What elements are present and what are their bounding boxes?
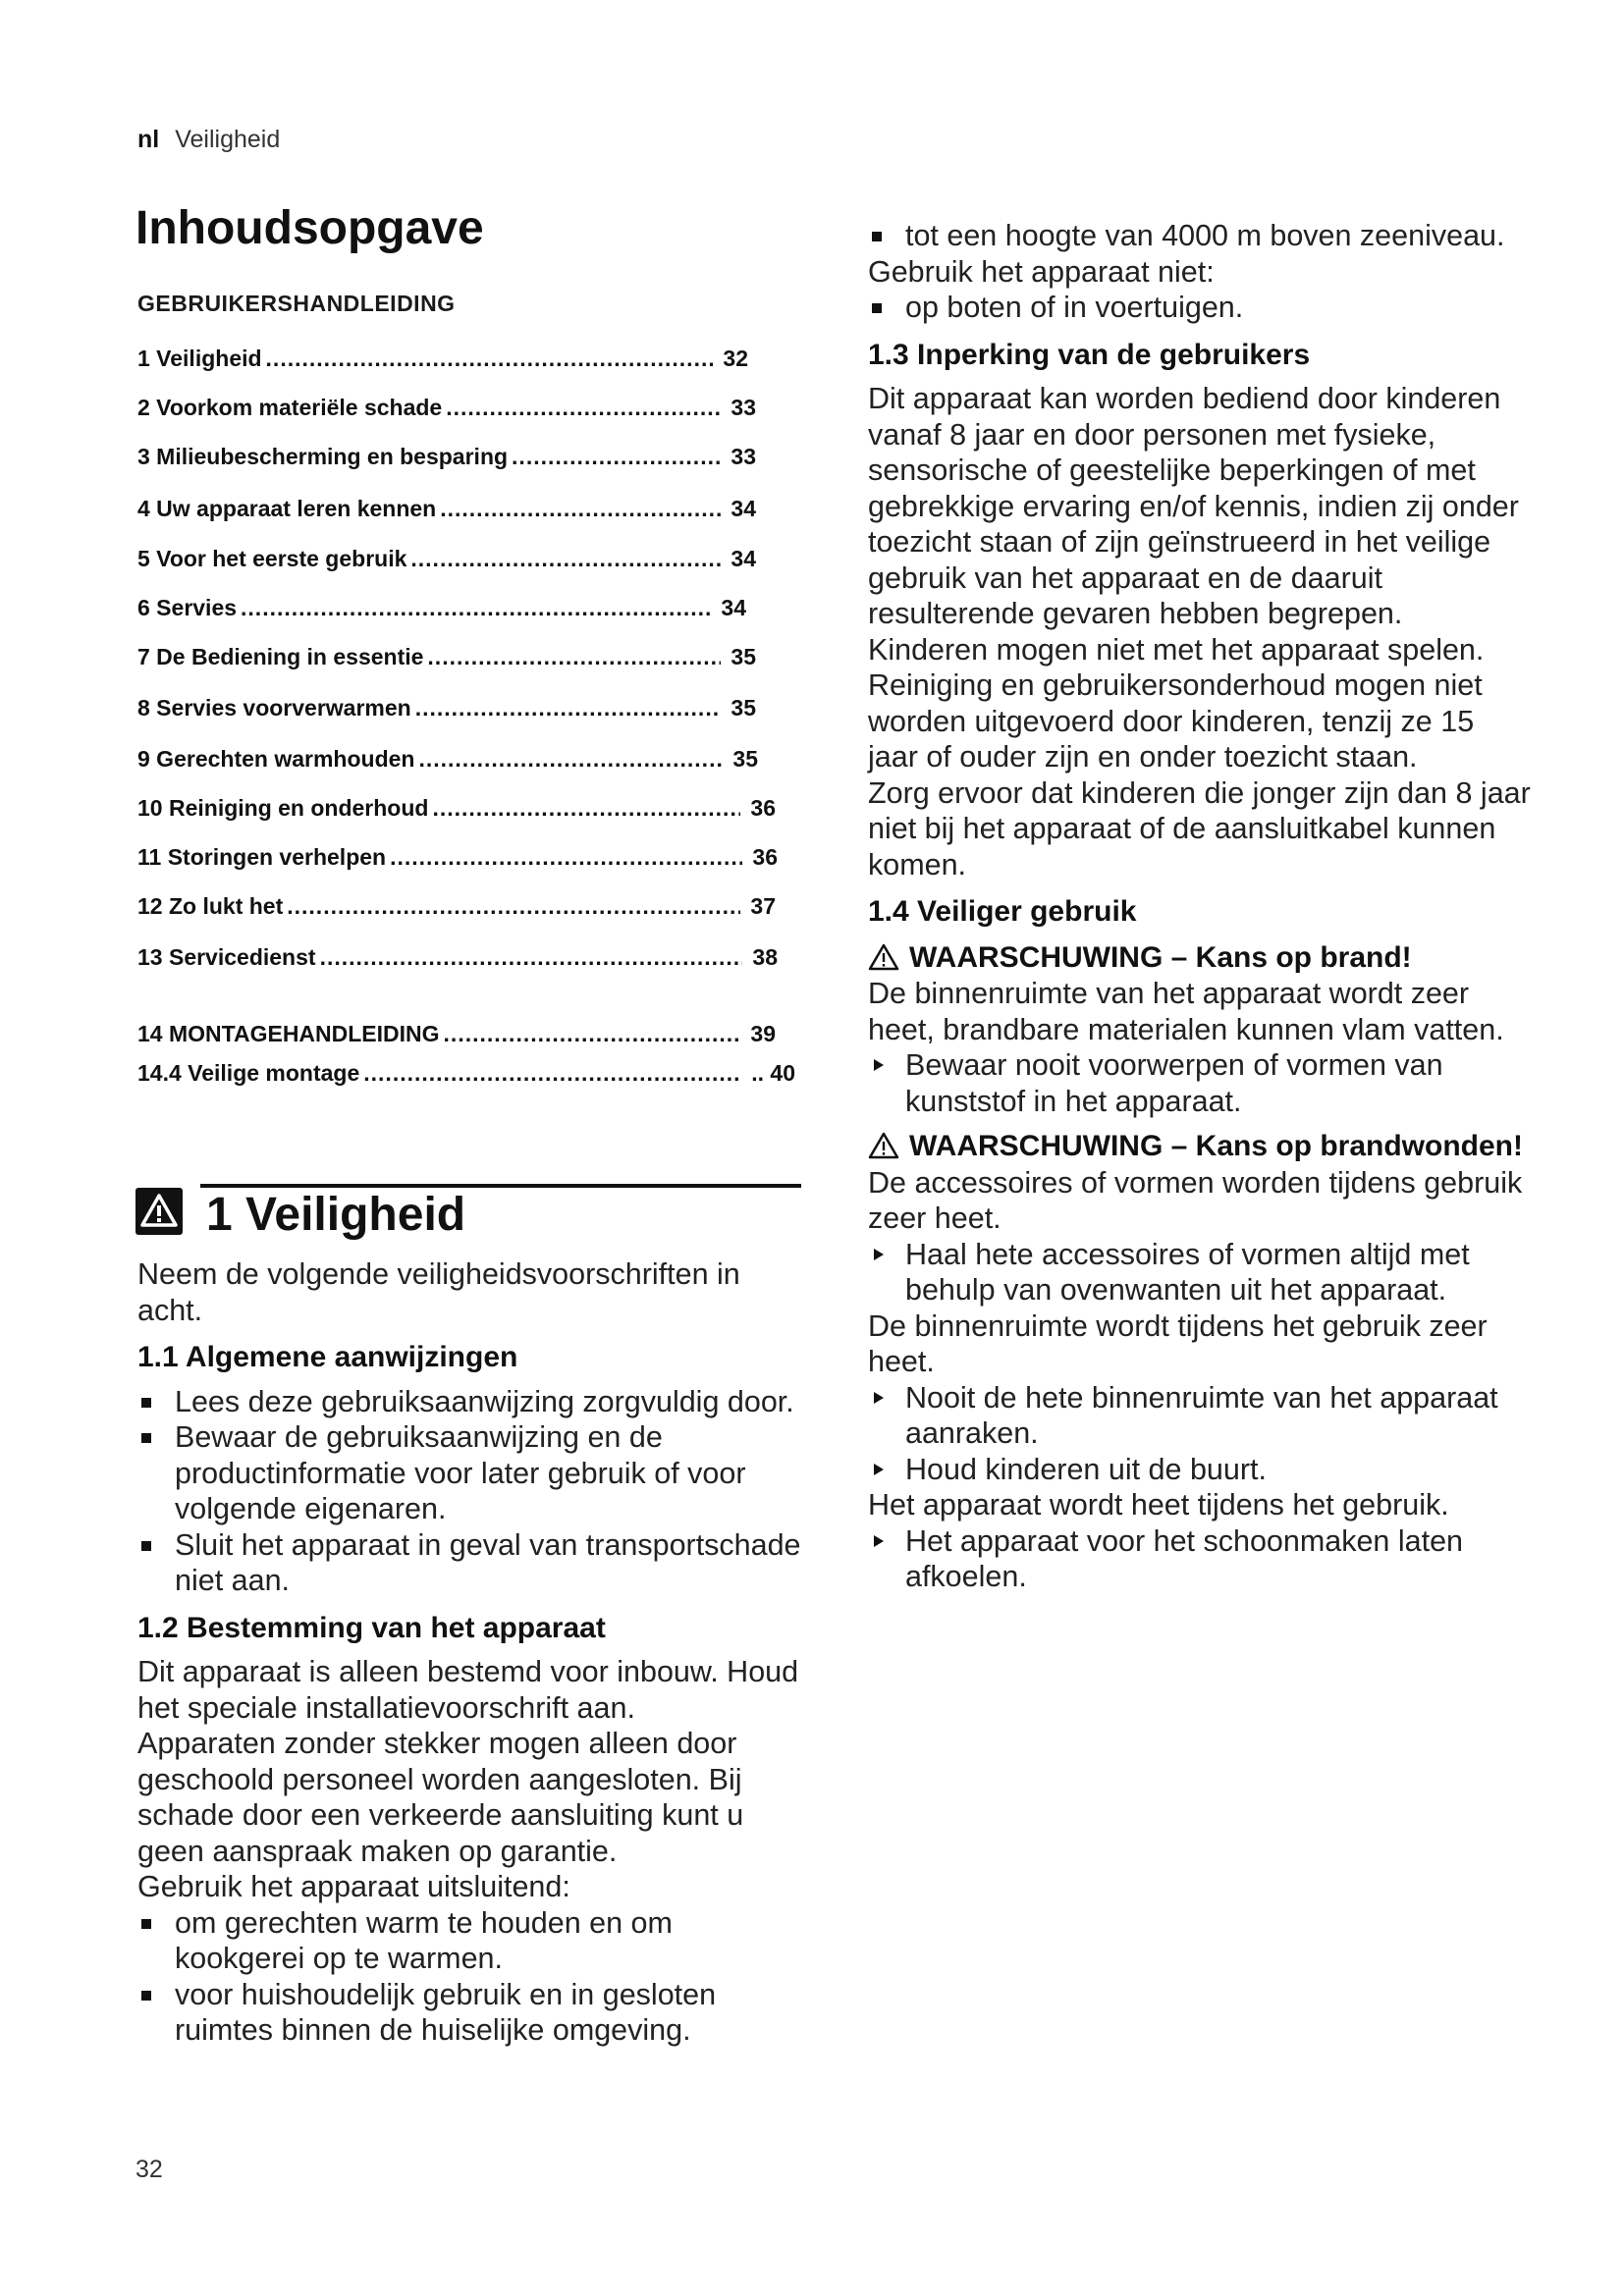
left-column xyxy=(137,1256,805,2049)
toc-entry[interactable] xyxy=(137,844,778,871)
toc-entry-page: 34 xyxy=(731,546,756,571)
toc-entry-label: 14 MONTAGEHANDLEIDING xyxy=(137,1021,440,1046)
paragraph: Reiniging en gebruikersonderhoud mogen niet worden uitgevoerd door kinderen, tenzij ze 15 jaar of ouder zijn en onder toezicht staan. xyxy=(868,668,1483,774)
list-item: op boten of in voertuigen. xyxy=(868,290,1532,326)
paragraph: Gebruik het apparaat uitsluitend: xyxy=(137,1870,570,1903)
instruction-item: Nooit de hete binnenruimte van het apparaat aanraken. xyxy=(868,1380,1532,1452)
toc-leader-dots xyxy=(287,893,740,920)
toc-entry[interactable] xyxy=(137,944,778,971)
toc-leader-dots xyxy=(444,1021,741,1047)
toc-leader-dots xyxy=(418,746,723,773)
language-code: nl xyxy=(137,126,160,153)
toc-entry[interactable] xyxy=(137,546,756,572)
section-intro: Neem de volgende veiligheidsvoorschriften in acht. xyxy=(137,1257,740,1327)
warning-title: WAARSCHUWING – Kans op brandwonden! xyxy=(909,1130,1523,1162)
list-item: tot een hoogte van 4000 m boven zeeniveau. xyxy=(868,218,1532,254)
toc-leader-dots xyxy=(363,1060,741,1087)
warning-triangle-icon xyxy=(868,1132,899,1159)
toc-leader-dots xyxy=(410,546,721,572)
section-title: 1 Veiligheid xyxy=(206,1189,466,1241)
paragraph: Dit apparaat is alleen bestemd voor inbouw. Houd het speciale installatievoorschrift aan. xyxy=(137,1655,799,1725)
toc-entry-label: 2 Voorkom materiële schade xyxy=(137,395,443,420)
paragraph: Dit apparaat kan worden bediend door kinderen vanaf 8 jaar en door personen met fysieke, sensorische of geestelijke beperkingen of met gebrekkige ervaring en/of kennis, indien zij onder toezicht staan of zijn geïnstrueerd in het veilige gebruik van het apparaat en de daaruit resulterende gevaren hebben begrepen. xyxy=(868,382,1519,630)
paragraph: Gebruik het apparaat niet: xyxy=(868,254,1215,289)
toc-entry[interactable] xyxy=(137,395,756,421)
toc-entry-page: 35 xyxy=(731,644,756,669)
warning-fire xyxy=(868,940,1532,977)
right-column xyxy=(868,218,1532,1595)
instruction-item: Bewaar nooit voorwerpen of vormen van kunststof in het apparaat. xyxy=(868,1047,1532,1119)
heading-1-4: 1.4 Veiliger gebruik xyxy=(868,895,1137,928)
toc-leader-dots xyxy=(415,695,722,721)
toc-entry-page: 36 xyxy=(752,844,778,870)
toc-entry-page: 34 xyxy=(721,595,746,620)
toc-entry-page: 39 xyxy=(750,1021,776,1046)
toc-entry[interactable] xyxy=(137,695,756,721)
toc-entry-label: 5 Voor het eerste gebruik xyxy=(137,546,407,571)
toc-leader-dots xyxy=(440,496,721,522)
toc-leader-dots xyxy=(432,795,740,822)
instruction-item: Houd kinderen uit de buurt. xyxy=(868,1452,1532,1488)
toc-entry-page: 34 xyxy=(731,496,756,521)
toc-entry[interactable] xyxy=(137,346,748,372)
list-item: om gerechten warm te houden en om kookgerei op te warmen. xyxy=(137,1905,805,1977)
toc-entry-label: 7 De Bediening in essentie xyxy=(137,644,424,669)
warning-burns xyxy=(868,1129,1532,1165)
toc-entry-label: 1 Veiligheid xyxy=(137,346,262,371)
toc-entry-label: 3 Milieubescherming en besparing xyxy=(137,444,509,469)
toc-entry[interactable] xyxy=(137,595,746,621)
paragraph: Apparaten zonder stekker mogen alleen door geschoold personeel worden aangesloten. Bij schade door een verkeerde aansluiting kunt u geen aanspraak maken op garantie. xyxy=(137,1727,744,1868)
list-item: Lees deze gebruiksaanwijzing zorgvuldig door. xyxy=(137,1384,805,1420)
toc-subtitle: GEBRUIKERSHANDLEIDING xyxy=(137,291,456,316)
toc-entry-page: .. 40 xyxy=(751,1060,795,1086)
toc-leader-dots xyxy=(390,844,742,871)
toc-leader-dots xyxy=(241,595,711,621)
heading-1-3: 1.3 Inperking van de gebruikers xyxy=(868,338,1311,371)
toc-title: Inhoudsopgave xyxy=(135,202,484,254)
toc-entry[interactable] xyxy=(137,795,776,822)
toc-entry[interactable] xyxy=(137,893,776,920)
toc-entry-label: 9 Gerechten warmhouden xyxy=(137,746,415,772)
paragraph: De binnenruimte wordt tijdens het gebruik zeer heet. xyxy=(868,1308,1488,1378)
heading-1-1: 1.1 Algemene aanwijzingen xyxy=(137,1341,518,1373)
toc-entry[interactable] xyxy=(137,444,756,470)
toc-entry-label: 10 Reiniging en onderhoud xyxy=(137,795,429,821)
list-item: Sluit het apparaat in geval van transportschade niet aan. xyxy=(137,1527,805,1599)
toc-leader-dots xyxy=(446,395,721,421)
toc-leader-dots xyxy=(320,944,743,971)
page-number: 32 xyxy=(135,2156,163,2183)
toc-entry-label: 12 Zo lukt het xyxy=(137,893,284,919)
toc-entry-page: 32 xyxy=(723,346,748,371)
toc-entry-page: 35 xyxy=(731,695,756,721)
toc-entry-page: 35 xyxy=(732,746,758,772)
paragraph: Zorg ervoor dat kinderen die jonger zijn dan 8 jaar niet bij het apparaat of de aansluitkabel kunnen komen. xyxy=(868,775,1531,881)
toc-leader-dots xyxy=(266,346,714,372)
warning-triangle-icon xyxy=(868,943,899,971)
list-item: voor huishoudelijk gebruik en in gesloten ruimtes binnen de huiselijke omgeving. xyxy=(137,1977,805,2049)
header-section: Veiligheid xyxy=(175,126,281,153)
list-item: Bewaar de gebruiksaanwijzing en de productinformatie voor later gebruik of voor volgende eigenaren. xyxy=(137,1419,805,1527)
toc-entry[interactable] xyxy=(137,746,758,773)
heading-1-2: 1.2 Bestemming van het apparaat xyxy=(137,1611,606,1644)
toc-entry-page: 36 xyxy=(750,795,776,821)
toc-entry[interactable] xyxy=(137,1060,795,1087)
toc-leader-dots xyxy=(512,444,721,470)
toc-entry-label: 4 Uw apparaat leren kennen xyxy=(137,496,437,521)
instruction-item: Het apparaat voor het schoonmaken laten afkoelen. xyxy=(868,1523,1532,1595)
toc-entry-page: 37 xyxy=(750,893,776,919)
toc-entry[interactable] xyxy=(137,1021,776,1047)
instruction-item: Haal hete accessoires of vormen altijd met behulp van ovenwanten uit het apparaat. xyxy=(868,1237,1532,1308)
running-header xyxy=(137,126,280,154)
toc-entry-page: 33 xyxy=(731,395,756,420)
toc-entry-label: 8 Servies voorverwarmen xyxy=(137,695,411,721)
paragraph: De accessoires of vormen worden tijdens gebruik zeer heet. xyxy=(868,1165,1523,1235)
toc-leader-dots xyxy=(427,644,721,670)
warning-title: WAARSCHUWING – Kans op brand! xyxy=(909,940,1412,974)
toc-entry[interactable] xyxy=(137,496,756,522)
toc-entry-label: 11 Storingen verhelpen xyxy=(137,844,387,870)
paragraph: De binnenruimte van het apparaat wordt zeer heet, brandbare materialen kunnen vlam vatten. xyxy=(868,977,1504,1046)
paragraph: Het apparaat wordt heet tijdens het gebruik. xyxy=(868,1488,1449,1522)
toc-entry-label: 6 Servies xyxy=(137,595,238,620)
toc-entry-label: 13 Servicedienst xyxy=(137,944,316,970)
toc-entry[interactable] xyxy=(137,644,756,670)
warning-box-icon xyxy=(135,1188,183,1235)
toc-entry-page: 33 xyxy=(731,444,756,469)
toc-entry-page: 38 xyxy=(752,944,778,970)
toc-entry-label: 14.4 Veilige montage xyxy=(137,1060,360,1086)
paragraph: Kinderen mogen niet met het apparaat spelen. xyxy=(868,632,1485,667)
